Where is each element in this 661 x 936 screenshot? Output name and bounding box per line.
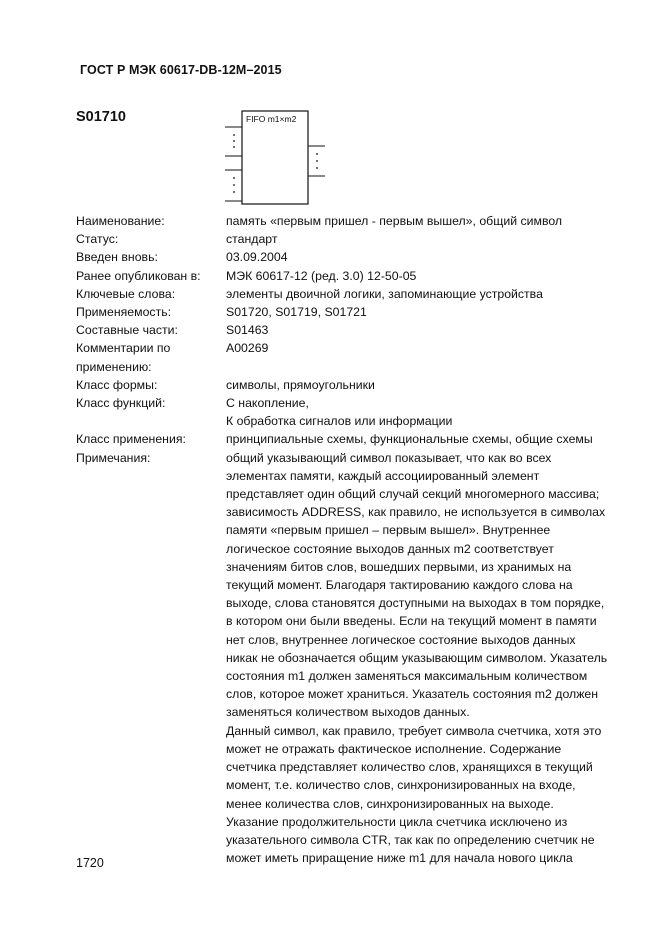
notes-line: зависимость ADDRESS, как правило, не используется в символах: [226, 505, 606, 520]
field-label: Наименование:: [76, 214, 165, 228]
field-label: Класс применения:: [76, 432, 186, 447]
field-value: память «первым пришел - первым вышел», общий символ: [226, 214, 563, 228]
notes-line: момент, т.е. количество слов, синхронизированных на входе,: [226, 778, 576, 793]
field-row: [76, 394, 636, 430]
symbol-box: [242, 111, 308, 204]
notes-line: значениям битов слов, вошедших первыми, из хранимых на: [226, 559, 572, 574]
notes-line: элементах памяти, каждый ассоциированный элемент: [226, 468, 540, 483]
field-value: S01463: [226, 323, 269, 338]
field-row: [76, 376, 636, 394]
notes-line: может не отражать фактическое исполнение. Содержание: [226, 741, 562, 756]
field-value: S01720, S01719, S01721: [226, 305, 367, 320]
field-label: Применяемость:: [76, 305, 172, 320]
fifo-symbol-diagram: [222, 110, 332, 206]
field-value: 03.09.2004: [226, 250, 288, 265]
field-row: [76, 339, 636, 375]
input-dots: [233, 134, 235, 193]
field-value: принципиальные схемы, функциональные схемы, общие схемы: [226, 432, 593, 447]
notes-text: [226, 449, 636, 868]
notes-line: в котором они были введены. Если на текущий момент в памяти: [226, 614, 597, 629]
notes-line: текущий момент. Благодаря тактированию каждого слова на: [226, 578, 573, 593]
field-value: стандарт: [226, 232, 278, 247]
notes-line: нет слов, внутреннее логическое состояние выходов данных: [226, 632, 576, 647]
field-label: Ранее опубликован в:: [76, 268, 201, 283]
notes-line: общий указывающий символ показывает, что как во всех: [226, 450, 552, 465]
field-row: [76, 212, 636, 230]
notes-line: логическое состояние выходов данных m2 соответствует: [226, 541, 554, 556]
field-value: символы, прямоугольники: [226, 377, 375, 392]
notes-line: Данный символ, как правило, требует символа счетчика, хотя это: [226, 723, 602, 738]
notes-line: памяти «первым пришел – первым вышел». Внутреннее: [226, 523, 551, 538]
field-row: [76, 267, 636, 285]
field-label: Примечания:: [76, 450, 151, 465]
field-label: Ключевые слова:: [76, 286, 176, 301]
notes-line: указательного символа CTR, так как по определению счетчик не: [226, 832, 595, 847]
field-row: [76, 230, 636, 248]
field-label: Составные части:: [76, 323, 178, 338]
notes-line: менее количества слов, синхронизированных на выходе.: [226, 796, 554, 811]
notes-line: слов, которое может храниться. Указатель состояния m2 должен: [226, 687, 599, 702]
field-table: [76, 212, 636, 867]
field-value: С накопление,: [226, 396, 309, 411]
field-value: К обработка сигналов или информации: [226, 414, 453, 429]
page-number: 1720: [76, 856, 104, 870]
field-label: Класс формы:: [76, 377, 158, 392]
field-value: МЭК 60617-12 (ред. 3.0) 12-50-05: [226, 268, 417, 283]
field-row: [76, 248, 636, 266]
field-label: применению:: [76, 359, 152, 374]
symbol-code: S01710: [76, 109, 126, 125]
notes-line: счетчика представляет количество слов, хранящихся в текущий: [226, 760, 593, 775]
notes-line: представляет один общий случай секций многомерного массива;: [226, 487, 600, 502]
notes-line: может иметь приращение ниже m1 для начала нового цикла: [226, 851, 573, 866]
field-row: [76, 285, 636, 303]
field-row-notes: [76, 449, 636, 868]
symbol-label: FIFO m1×m2: [246, 114, 297, 124]
notes-line: выходе, слова становятся доступными на выходах в том порядке,: [226, 596, 605, 611]
field-row: [76, 430, 636, 448]
output-dots: [316, 153, 318, 169]
field-row: [76, 321, 636, 339]
document-header: ГОСТ Р МЭК 60617-DB-12M–2015: [80, 63, 282, 77]
notes-line: состояния m1 должен заменяться максимальным количеством: [226, 669, 588, 684]
field-label: Комментарии по: [76, 341, 171, 356]
field-value: A00269: [226, 341, 269, 356]
field-label: Введен вновь:: [76, 250, 158, 265]
field-label: Класс функций:: [76, 396, 166, 411]
notes-line: никак не обозначается общим указывающим символом. Указатель: [226, 650, 608, 665]
field-row: [76, 303, 636, 321]
notes-line: Указание продолжительности цикла счетчика исключено из: [226, 814, 568, 829]
field-label: Статус:: [76, 232, 119, 247]
field-value: элементы двоичной логики, запоминающие устройства: [226, 286, 543, 301]
notes-line: заменяться количеством выходов данных.: [226, 705, 470, 720]
